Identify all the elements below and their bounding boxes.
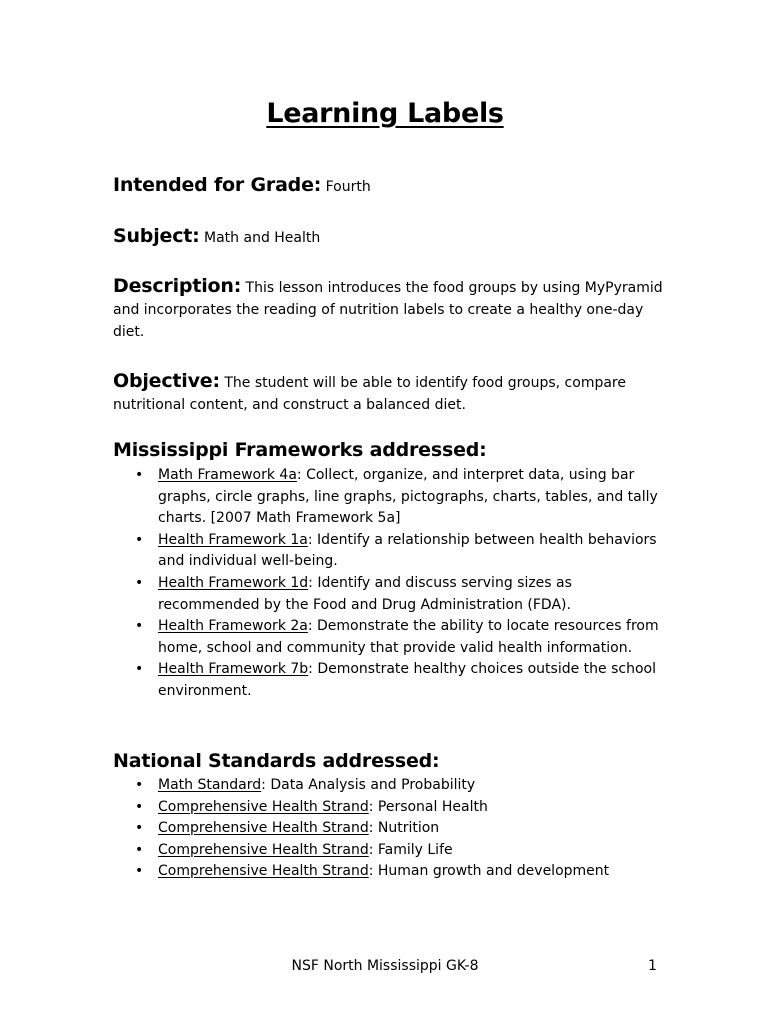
- list-item: [131, 797, 671, 819]
- grade-label: Intended for Grade:: [113, 174, 322, 196]
- list-item: [131, 775, 671, 797]
- framework-ref: Health Framework 2a: [158, 618, 308, 635]
- description-label: Description:: [113, 275, 242, 297]
- list-item: [131, 861, 671, 883]
- list-item: [131, 530, 671, 573]
- ms-frameworks-list: [131, 465, 671, 703]
- framework-text: : Demonstrate healthy choices outside the school environment.: [158, 661, 656, 699]
- list-item: [131, 659, 671, 702]
- subject-label: Subject:: [113, 225, 200, 247]
- framework-ref: Health Framework 1d: [158, 574, 309, 591]
- standard-ref: Math Standard: [158, 777, 262, 793]
- bullet-icon: •: [135, 863, 144, 880]
- objective-label: Objective:: [113, 370, 220, 392]
- list-item: [131, 818, 671, 840]
- subject-field: [113, 225, 663, 249]
- list-item: [131, 573, 671, 616]
- framework-text: : Identify a relationship between health behaviors and individual well-being.: [158, 531, 657, 570]
- page-title: Learning Labels: [266, 98, 504, 129]
- standard-text: : Data Analysis and Probability: [261, 777, 476, 793]
- standard-text: : Personal Health: [368, 798, 488, 815]
- bullet-icon: •: [135, 531, 144, 548]
- grade-value: Fourth: [325, 179, 371, 195]
- objective-field: [113, 370, 663, 416]
- bullet-icon: •: [135, 618, 144, 635]
- list-item: [131, 465, 671, 530]
- bullet-icon: •: [135, 820, 144, 837]
- standard-ref: Comprehensive Health Strand: [158, 820, 369, 837]
- bullet-icon: •: [135, 574, 144, 591]
- page-number: 1: [648, 958, 657, 974]
- framework-ref: Health Framework 7b: [158, 661, 309, 678]
- bullet-icon: •: [135, 798, 144, 815]
- footer-text: NSF North Mississippi GK-8: [291, 958, 479, 974]
- list-item: [131, 616, 671, 659]
- ms-frameworks-heading: Mississippi Frameworks addressed:: [113, 439, 487, 461]
- description-value: This lesson introduces the food groups by using MyPyramid and incorporates the reading of nutrition labels to create a healthy one-day diet.: [113, 280, 663, 340]
- standard-ref: Comprehensive Health Strand: [158, 841, 369, 858]
- framework-ref: Health Framework 1a: [158, 531, 308, 548]
- framework-text: : Demonstrate the ability to locate resources from home, school and community that provide valid health information.: [158, 618, 659, 656]
- standard-text: : Nutrition: [368, 820, 440, 837]
- standard-text: : Human growth and development: [368, 863, 610, 880]
- national-standards-heading: National Standards addressed:: [113, 750, 440, 772]
- bullet-icon: •: [135, 467, 144, 483]
- framework-ref: Math Framework 4a: [158, 467, 297, 483]
- framework-text: : Identify and discuss serving sizes as recommended by the Food and Drug Administration (FDA).: [158, 574, 572, 613]
- national-standards-list: [131, 775, 671, 883]
- standard-ref: Comprehensive Health Strand: [158, 863, 369, 880]
- description-field: [113, 275, 663, 343]
- subject-value: Math and Health: [204, 230, 321, 246]
- standard-ref: Comprehensive Health Strand: [158, 798, 369, 815]
- bullet-icon: •: [135, 661, 144, 678]
- grade-field: [113, 174, 663, 198]
- framework-text: : Collect, organize, and interpret data, using bar graphs, circle graphs, line graphs, pictographs, charts, tables, and tally charts. [2007 Math Framework 5a]: [158, 467, 658, 527]
- bullet-icon: •: [135, 841, 144, 858]
- list-item: [131, 840, 671, 862]
- standard-text: : Family Life: [368, 841, 453, 858]
- objective-value: The student will be able to identify food groups, compare nutritional content, and construct a balanced diet.: [113, 375, 626, 413]
- bullet-icon: •: [135, 777, 144, 793]
